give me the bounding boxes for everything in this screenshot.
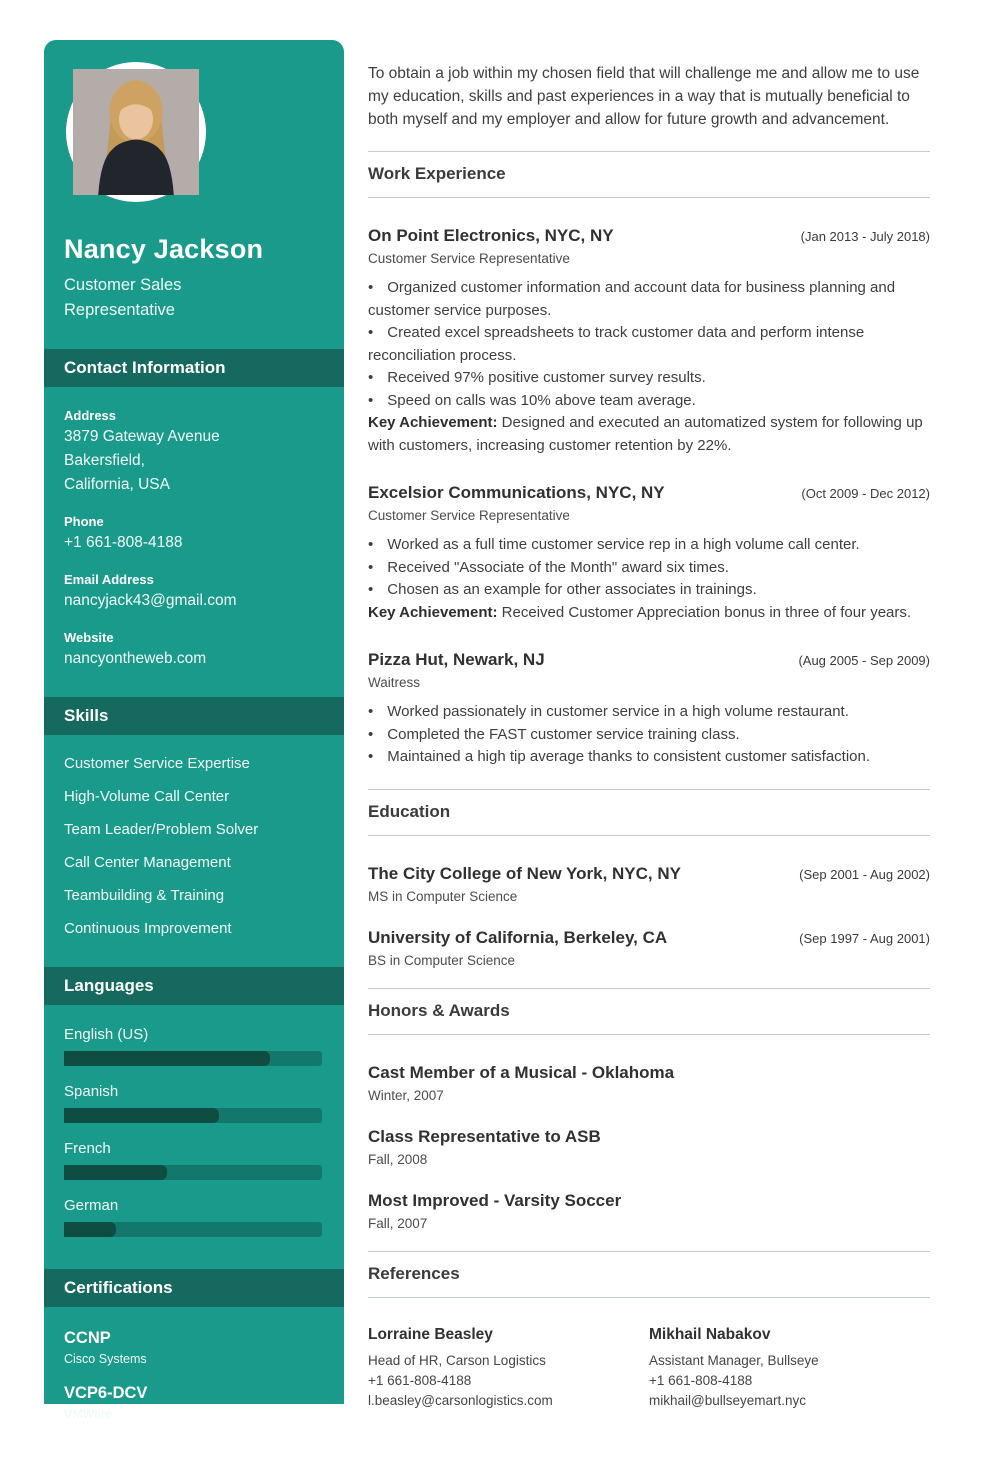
contact-address xyxy=(64,408,324,497)
website-value: nancyontheweb.com xyxy=(64,650,207,667)
honor-date: Fall, 2007 xyxy=(368,1215,428,1231)
contact-phone xyxy=(64,514,324,555)
education-school: The City College of New York, NYC, NY xyxy=(368,863,681,883)
key-achievement-text: Designed and executed an automatized system for following up with customers, increasing customer retention by 22%. xyxy=(368,414,923,454)
honor-entry xyxy=(368,1063,930,1103)
reference-entry xyxy=(649,1326,930,1411)
language-item xyxy=(64,1140,324,1180)
references-section xyxy=(368,1298,930,1411)
address-line: Bakersfield, xyxy=(64,452,145,469)
objective-text: To obtain a job within my chosen field that will challenge me and allow me to use my education, skills and past experiences in a way that is mutually beneficial to both myself and my employer and allow for future growth and advancement. xyxy=(368,65,920,128)
certifications-section xyxy=(44,1307,344,1458)
education-dates: (Sep 1997 - Aug 2001) xyxy=(799,930,930,946)
job-role: Customer Service Representative xyxy=(368,508,570,523)
job-entry xyxy=(368,483,930,624)
language-level-bar xyxy=(64,1108,322,1123)
language-name: English (US) xyxy=(64,1026,149,1043)
education-degree: BS in Computer Science xyxy=(368,952,516,968)
person-portrait-placeholder xyxy=(73,69,199,195)
work-experience-heading: Work Experience xyxy=(368,151,930,198)
bullet-item: • Received 97% positive customer survey results. xyxy=(368,367,930,390)
language-item xyxy=(64,1197,324,1237)
reference-role: Assistant Manager, Bullseye xyxy=(649,1352,819,1368)
reference-name: Lorraine Beasley xyxy=(368,1325,493,1343)
languages-section xyxy=(44,1005,344,1237)
language-level-fill xyxy=(64,1051,270,1066)
bullet-item: • Organized customer information and account data for business planning and customer service purposes. xyxy=(368,277,930,322)
phone-label: Phone xyxy=(64,514,104,529)
honor-title: Most Improved - Varsity Soccer xyxy=(368,1190,622,1210)
skill-item: Call Center Management xyxy=(64,854,231,871)
profile-photo-frame xyxy=(66,62,206,202)
contact-section xyxy=(44,387,344,671)
bullet-item: • Created excel spreadsheets to track customer data and perform intense reconciliation process. xyxy=(368,322,930,367)
key-achievement xyxy=(368,412,930,457)
address-line: 3879 Gateway Avenue xyxy=(64,428,220,445)
language-name: French xyxy=(64,1140,111,1157)
language-level-fill xyxy=(64,1165,167,1180)
bullet-item: • Completed the FAST customer service training class. xyxy=(368,724,930,747)
language-name: Spanish xyxy=(64,1083,119,1100)
job-dates: (Oct 2009 - Dec 2012) xyxy=(801,486,930,501)
key-achievement-text: Received Customer Appreciation bonus in three of four years. xyxy=(501,603,912,621)
phone-value: +1 661-808-4188 xyxy=(64,534,183,551)
honors-heading: Honors & Awards xyxy=(368,988,930,1035)
key-achievement-label: Key Achievement: xyxy=(368,603,498,621)
language-level-bar xyxy=(64,1051,322,1066)
bullet-item: • Worked as a full time customer service rep in a high volume call center. xyxy=(368,534,930,557)
address-line: California, USA xyxy=(64,476,170,493)
honors-section xyxy=(368,1035,930,1231)
certification-item xyxy=(64,1384,324,1421)
job-role: Customer Service Representative xyxy=(368,251,570,266)
skill-item: Team Leader/Problem Solver xyxy=(64,821,259,838)
job-dates: (Jan 2013 - July 2018) xyxy=(800,229,930,244)
reference-role: Head of HR, Carson Logistics xyxy=(368,1352,546,1368)
reference-email: mikhail@bullseyemart.nyc xyxy=(649,1392,807,1408)
language-level-fill xyxy=(64,1108,219,1123)
person-name: Nancy Jackson xyxy=(64,234,264,264)
sidebar xyxy=(44,40,344,1457)
honor-entry xyxy=(368,1127,930,1167)
work-experience-section xyxy=(368,198,930,769)
language-name: German xyxy=(64,1197,119,1214)
language-level-fill xyxy=(64,1222,116,1237)
certification-item xyxy=(64,1439,324,1458)
address-label: Address xyxy=(64,408,117,423)
education-dates: (Sep 2001 - Aug 2002) xyxy=(799,866,930,882)
contact-website xyxy=(64,630,324,671)
certification-issuer: Cisco Systems xyxy=(64,1352,147,1366)
certifications-section-heading: Certifications xyxy=(44,1269,344,1307)
language-item xyxy=(64,1083,324,1123)
certification-title: CCNP xyxy=(64,1329,111,1347)
education-heading: Education xyxy=(368,789,930,836)
bullet-item: • Worked passionately in customer service in a high volume restaurant. xyxy=(368,701,930,724)
certification-issuer: VMWare xyxy=(64,1407,113,1421)
key-achievement xyxy=(368,602,930,625)
certification-item xyxy=(64,1329,324,1366)
languages-section-heading: Languages xyxy=(44,967,344,1005)
skill-item: Teambuilding & Training xyxy=(64,887,225,904)
education-entry xyxy=(368,864,930,904)
skills-section xyxy=(44,735,344,937)
contact-email xyxy=(64,572,324,613)
skill-item: High-Volume Call Center xyxy=(64,788,230,805)
job-company: Pizza Hut, Newark, NJ xyxy=(368,650,545,669)
job-company: On Point Electronics, NYC, NY xyxy=(368,226,614,245)
certification-title: DCUCI Exam xyxy=(64,1439,165,1457)
profile-photo xyxy=(73,69,199,195)
skill-item: Continuous Improvement xyxy=(64,920,232,937)
honor-title: Cast Member of a Musical - Oklahoma xyxy=(368,1062,675,1082)
reference-phone: +1 661-808-4188 xyxy=(649,1372,753,1388)
resume-main-column xyxy=(368,62,930,1411)
reference-name: Mikhail Nabakov xyxy=(649,1325,771,1343)
reference-phone: +1 661-808-4188 xyxy=(368,1372,472,1388)
education-section xyxy=(368,836,930,968)
references-heading: References xyxy=(368,1251,930,1298)
education-entry xyxy=(368,928,930,968)
key-achievement-label: Key Achievement: xyxy=(368,414,498,431)
skills-section-heading: Skills xyxy=(44,697,344,735)
language-item xyxy=(64,1026,324,1066)
bullet-item: • Maintained a high tip average thanks to consistent customer satisfaction. xyxy=(368,746,930,769)
education-degree: MS in Computer Science xyxy=(368,888,518,904)
person-job-title: Customer Sales Representative xyxy=(64,276,182,319)
language-level-bar xyxy=(64,1222,322,1237)
language-level-bar xyxy=(64,1165,322,1180)
bullet-item: • Received "Associate of the Month" award six times. xyxy=(368,557,930,580)
bullet-item: • Chosen as an example for other associates in trainings. xyxy=(368,579,930,602)
skill-item: Customer Service Expertise xyxy=(64,755,250,772)
honor-title: Class Representative to ASB xyxy=(368,1126,601,1146)
website-label: Website xyxy=(64,630,114,645)
job-entry xyxy=(368,650,930,769)
contact-section-heading: Contact Information xyxy=(44,349,344,387)
job-entry xyxy=(368,226,930,457)
job-dates: (Aug 2005 - Sep 2009) xyxy=(798,653,930,668)
email-label: Email Address xyxy=(64,572,154,587)
reference-email: l.beasley@carsonlogistics.com xyxy=(368,1392,553,1408)
honor-date: Winter, 2007 xyxy=(368,1087,444,1103)
education-school: University of California, Berkeley, CA xyxy=(368,927,668,947)
certification-title: VCP6-DCV xyxy=(64,1384,148,1402)
job-role: Waitress xyxy=(368,675,421,690)
email-value: nancyjack43@gmail.com xyxy=(64,592,237,609)
reference-entry xyxy=(368,1326,649,1411)
bullet-item: • Speed on calls was 10% above team average. xyxy=(368,390,930,413)
honor-date: Fall, 2008 xyxy=(368,1151,428,1167)
honor-entry xyxy=(368,1191,930,1231)
job-company: Excelsior Communications, NYC, NY xyxy=(368,483,665,502)
